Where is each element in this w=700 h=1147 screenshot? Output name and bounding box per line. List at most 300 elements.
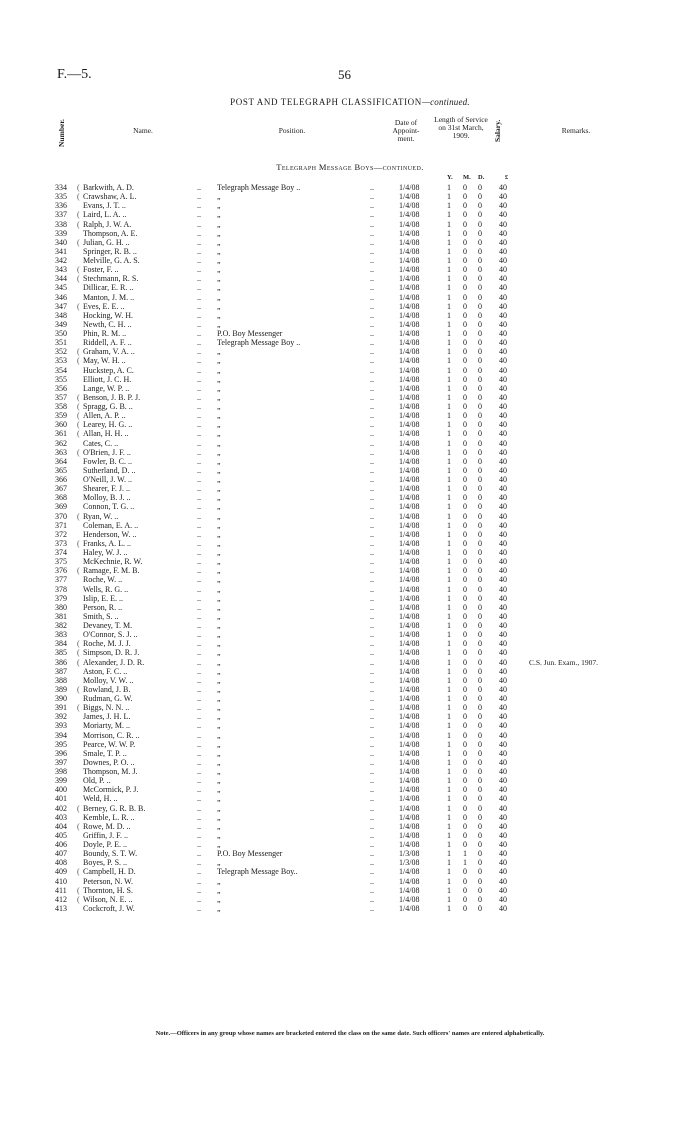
row-name: Phin, R. M. .. xyxy=(83,329,127,338)
row-years: 1 xyxy=(447,748,451,758)
header-salary: Salary. xyxy=(493,119,502,143)
table-row xyxy=(0,366,700,375)
row-years: 1 xyxy=(447,502,451,512)
row-name: Doyle, P. E. .. xyxy=(83,840,127,849)
row-months: 0 xyxy=(463,776,467,786)
leader-dots: .. xyxy=(197,392,201,402)
row-years: 1 xyxy=(447,429,451,439)
row-appointment-date: 1/4/08 xyxy=(399,776,420,786)
row-position: „ xyxy=(217,621,221,630)
table-row xyxy=(0,840,700,849)
row-years: 1 xyxy=(447,903,451,913)
row-days: 0 xyxy=(478,548,482,557)
row-position: „ xyxy=(217,776,221,786)
leader-dots: .. xyxy=(370,301,374,311)
table-row xyxy=(0,585,700,594)
table-row xyxy=(0,794,700,803)
leader-dots: .. xyxy=(370,794,374,804)
leader-dots: .. xyxy=(370,849,374,859)
group-bracket: ( xyxy=(77,210,80,220)
row-position: „ xyxy=(217,538,221,548)
row-number: 402 xyxy=(55,803,67,813)
row-months: 0 xyxy=(463,465,467,475)
row-years: 1 xyxy=(447,675,451,685)
row-appointment-date: 1/4/08 xyxy=(399,584,420,594)
row-days: 0 xyxy=(478,402,482,411)
row-days: 0 xyxy=(478,684,482,694)
row-months: 0 xyxy=(463,529,467,539)
row-salary: 40 xyxy=(499,411,507,421)
row-days: 0 xyxy=(478,584,482,594)
row-days: 0 xyxy=(478,237,482,247)
row-number: 411 xyxy=(55,885,67,895)
row-days: 0 xyxy=(478,411,482,421)
row-months: 0 xyxy=(463,511,467,521)
row-days: 0 xyxy=(478,210,482,220)
row-name: Cockcroft, J. W. xyxy=(83,903,135,913)
row-appointment-date: 1/4/08 xyxy=(399,548,420,557)
row-days: 0 xyxy=(478,903,482,913)
leader-dots: .. xyxy=(197,365,201,375)
row-salary: 40 xyxy=(499,484,507,494)
row-months: 0 xyxy=(463,319,467,329)
leader-dots: .. xyxy=(197,885,201,895)
row-appointment-date: 1/4/08 xyxy=(399,621,420,630)
table-row xyxy=(0,731,700,740)
row-days: 0 xyxy=(478,739,482,749)
leader-dots: .. xyxy=(370,785,374,795)
row-years: 1 xyxy=(447,265,451,275)
row-appointment-date: 1/4/08 xyxy=(399,310,420,320)
classification-table xyxy=(0,183,700,913)
leader-dots: .. xyxy=(370,465,374,475)
row-position: „ xyxy=(217,356,221,366)
row-salary: 40 xyxy=(499,465,507,475)
row-number: 379 xyxy=(55,593,67,603)
leader-dots: .. xyxy=(370,840,374,849)
row-months: 0 xyxy=(463,265,467,275)
row-number: 346 xyxy=(55,292,67,302)
row-years: 1 xyxy=(447,256,451,265)
table-row xyxy=(0,877,700,886)
row-months: 0 xyxy=(463,493,467,503)
row-appointment-date: 1/4/08 xyxy=(399,730,420,740)
row-days: 0 xyxy=(478,666,482,676)
table-row xyxy=(0,621,700,630)
leader-dots: .. xyxy=(370,210,374,220)
leader-dots: .. xyxy=(370,429,374,439)
row-name: Cates, C. .. xyxy=(83,438,119,448)
row-name: Wilson, N. E. .. xyxy=(83,894,133,904)
row-number: 408 xyxy=(55,858,67,868)
row-years: 1 xyxy=(447,621,451,630)
row-number: 343 xyxy=(55,265,67,275)
row-name: O'Brien, J. F. .. xyxy=(83,447,131,457)
row-years: 1 xyxy=(447,730,451,740)
row-appointment-date: 1/4/08 xyxy=(399,794,420,804)
row-name: Molloy, B. J. .. xyxy=(83,493,131,503)
row-days: 0 xyxy=(478,858,482,868)
row-position: „ xyxy=(217,703,221,713)
row-number: 395 xyxy=(55,739,67,749)
row-appointment-date: 1/4/08 xyxy=(399,903,420,913)
row-years: 1 xyxy=(447,529,451,539)
row-days: 0 xyxy=(478,310,482,320)
row-name: Weld, H. .. xyxy=(83,794,118,804)
row-months: 0 xyxy=(463,593,467,603)
row-name: Rudman, G. W. xyxy=(83,694,133,703)
row-name: Benson, J. B. P. J. xyxy=(83,392,141,402)
group-bracket: ( xyxy=(77,703,80,713)
row-number: 412 xyxy=(55,894,67,904)
header-length-service: Length of Service on 31st March, 1909. xyxy=(434,115,488,140)
leader-dots: .. xyxy=(197,438,201,448)
row-position: „ xyxy=(217,648,221,658)
row-number: 386 xyxy=(55,657,67,667)
row-name: Allen, A. P. .. xyxy=(83,411,126,421)
row-years: 1 xyxy=(447,548,451,557)
leader-dots: .. xyxy=(370,721,374,731)
row-salary: 40 xyxy=(499,301,507,311)
row-months: 0 xyxy=(463,201,467,211)
row-number: 357 xyxy=(55,392,67,402)
row-name: Ramage, F. M. B. xyxy=(83,566,140,576)
header-number: Number. xyxy=(57,119,66,147)
table-row xyxy=(0,776,700,785)
leader-dots: .. xyxy=(370,246,374,256)
row-months: 0 xyxy=(463,730,467,740)
group-bracket: ( xyxy=(77,648,80,658)
leader-dots: .. xyxy=(370,219,374,229)
leader-dots: .. xyxy=(197,210,201,220)
row-position: „ xyxy=(217,411,221,421)
row-number: 398 xyxy=(55,767,67,776)
row-salary: 40 xyxy=(499,201,507,211)
row-days: 0 xyxy=(478,392,482,402)
row-days: 0 xyxy=(478,383,482,393)
row-appointment-date: 1/4/08 xyxy=(399,475,420,484)
leader-dots: .. xyxy=(197,602,201,612)
leader-dots: .. xyxy=(370,621,374,630)
row-position: „ xyxy=(217,429,221,439)
row-salary: 40 xyxy=(499,566,507,576)
header-date-appointment: Date of Appoint- ment. xyxy=(392,118,420,143)
leader-dots: .. xyxy=(197,292,201,302)
row-days: 0 xyxy=(478,484,482,494)
row-position: „ xyxy=(217,301,221,311)
row-months: 0 xyxy=(463,748,467,758)
row-number: 361 xyxy=(55,429,67,439)
row-years: 1 xyxy=(447,310,451,320)
leader-dots: .. xyxy=(370,630,374,640)
row-number: 355 xyxy=(55,374,67,384)
row-position: „ xyxy=(217,529,221,539)
row-years: 1 xyxy=(447,876,451,886)
page-title xyxy=(0,97,700,107)
leader-dots: .. xyxy=(370,666,374,676)
row-name: Hocking, W. H. xyxy=(83,310,133,320)
row-years: 1 xyxy=(447,511,451,521)
row-years: 1 xyxy=(447,493,451,503)
row-number: 385 xyxy=(55,648,67,658)
row-months: 0 xyxy=(463,867,467,877)
leader-dots: .. xyxy=(370,411,374,421)
row-position: „ xyxy=(217,228,221,238)
row-salary: 40 xyxy=(499,885,507,895)
leader-dots: .. xyxy=(197,639,201,649)
row-salary: 40 xyxy=(499,447,507,457)
row-name: Springer, R. B. .. xyxy=(83,246,137,256)
leader-dots: .. xyxy=(370,319,374,329)
row-appointment-date: 1/4/08 xyxy=(399,465,420,475)
row-name: Riddell, A. F. .. xyxy=(83,338,132,348)
row-years: 1 xyxy=(447,392,451,402)
row-months: 0 xyxy=(463,365,467,375)
leader-dots: .. xyxy=(197,465,201,475)
leader-dots: .. xyxy=(197,383,201,393)
row-name: Islip, E. E. .. xyxy=(83,593,123,603)
row-months: 0 xyxy=(463,794,467,804)
row-name: Roche, W. .. xyxy=(83,575,123,585)
row-name: Berney, G. R. B. B. xyxy=(83,803,146,813)
row-months: 0 xyxy=(463,383,467,393)
row-salary: 40 xyxy=(499,666,507,676)
row-name: May, W. H. .. xyxy=(83,356,126,366)
row-salary: 40 xyxy=(499,621,507,630)
leader-dots: .. xyxy=(197,684,201,694)
row-years: 1 xyxy=(447,593,451,603)
leader-dots: .. xyxy=(197,283,201,293)
row-position: „ xyxy=(217,885,221,895)
row-years: 1 xyxy=(447,757,451,767)
row-name: Coleman, E. A. .. xyxy=(83,520,139,530)
table-row xyxy=(0,594,700,603)
row-salary: 40 xyxy=(499,830,507,840)
row-number: 389 xyxy=(55,684,67,694)
group-bracket: ( xyxy=(77,237,80,247)
table-row xyxy=(0,238,700,247)
row-days: 0 xyxy=(478,274,482,284)
row-appointment-date: 1/4/08 xyxy=(399,566,420,576)
leader-dots: .. xyxy=(370,447,374,457)
row-months: 1 xyxy=(463,858,467,868)
group-bracket: ( xyxy=(77,301,80,311)
leader-dots: .. xyxy=(370,602,374,612)
leader-dots: .. xyxy=(197,374,201,384)
row-position: „ xyxy=(217,347,221,357)
leader-dots: .. xyxy=(197,675,201,685)
row-days: 0 xyxy=(478,493,482,503)
leader-dots: .. xyxy=(197,858,201,868)
row-months: 0 xyxy=(463,703,467,713)
group-bracket: ( xyxy=(77,657,80,667)
row-appointment-date: 1/4/08 xyxy=(399,356,420,366)
row-name: Griffin, J. F. .. xyxy=(83,830,128,840)
row-days: 0 xyxy=(478,557,482,567)
table-row xyxy=(0,192,700,201)
row-days: 0 xyxy=(478,712,482,722)
table-row xyxy=(0,229,700,238)
leader-dots: .. xyxy=(370,192,374,202)
table-row xyxy=(0,493,700,502)
row-position: „ xyxy=(217,402,221,411)
row-name: Barkwith, A. D. xyxy=(83,183,134,192)
table-row xyxy=(0,813,700,822)
row-years: 1 xyxy=(447,785,451,795)
table-row xyxy=(0,183,700,192)
row-number: 336 xyxy=(55,201,67,211)
group-bracket: ( xyxy=(77,447,80,457)
row-salary: 40 xyxy=(499,374,507,384)
row-days: 0 xyxy=(478,885,482,895)
row-name: Thornton, H. S. xyxy=(83,885,133,895)
row-number: 334 xyxy=(55,183,67,192)
row-years: 1 xyxy=(447,438,451,448)
row-years: 1 xyxy=(447,365,451,375)
leader-dots: .. xyxy=(370,821,374,831)
header-name: Name. xyxy=(133,126,153,135)
group-bracket: ( xyxy=(77,538,80,548)
leader-dots: .. xyxy=(197,356,201,366)
leader-dots: .. xyxy=(197,803,201,813)
group-bracket: ( xyxy=(77,511,80,521)
row-position: „ xyxy=(217,712,221,722)
footnote: Note.—Officers in any group whose names are bracketed entered the class on the same date. Such officers' names are entered alphabetically. xyxy=(155,1030,545,1037)
row-years: 1 xyxy=(447,274,451,284)
row-salary: 40 xyxy=(499,575,507,585)
row-appointment-date: 1/4/08 xyxy=(399,648,420,658)
leader-dots: .. xyxy=(197,566,201,576)
leader-dots: .. xyxy=(197,694,201,703)
row-name: Sutherland, D. .. xyxy=(83,465,136,475)
row-months: 0 xyxy=(463,475,467,484)
row-name: Henderson, W. .. xyxy=(83,529,137,539)
table-row xyxy=(0,283,700,292)
table-row xyxy=(0,557,700,566)
row-days: 0 xyxy=(478,639,482,649)
row-number: 335 xyxy=(55,192,67,202)
table-row xyxy=(0,740,700,749)
row-name: Person, R. .. xyxy=(83,602,123,612)
row-years: 1 xyxy=(447,356,451,366)
row-appointment-date: 1/4/08 xyxy=(399,611,420,621)
row-position: „ xyxy=(217,511,221,521)
table-row xyxy=(0,402,700,411)
row-position: „ xyxy=(217,840,221,849)
row-number: 380 xyxy=(55,602,67,612)
row-appointment-date: 1/4/08 xyxy=(399,438,420,448)
row-years: 1 xyxy=(447,894,451,904)
row-months: 0 xyxy=(463,767,467,776)
leader-dots: .. xyxy=(197,840,201,849)
table-row xyxy=(0,858,700,867)
group-bracket: ( xyxy=(77,885,80,895)
row-position: „ xyxy=(217,310,221,320)
group-bracket: ( xyxy=(77,894,80,904)
row-number: 391 xyxy=(55,703,67,713)
row-days: 0 xyxy=(478,438,482,448)
table-row xyxy=(0,457,700,466)
row-months: 0 xyxy=(463,484,467,494)
table-row xyxy=(0,575,700,584)
table-row xyxy=(0,466,700,475)
row-years: 1 xyxy=(447,858,451,868)
row-number: 370 xyxy=(55,511,67,521)
row-months: 0 xyxy=(463,630,467,640)
leader-dots: .. xyxy=(370,183,374,192)
leader-dots: .. xyxy=(197,876,201,886)
row-months: 0 xyxy=(463,712,467,722)
row-number: 373 xyxy=(55,538,67,548)
row-days: 0 xyxy=(478,338,482,348)
row-salary: 40 xyxy=(499,639,507,649)
row-days: 0 xyxy=(478,648,482,658)
table-row xyxy=(0,375,700,384)
row-days: 0 xyxy=(478,246,482,256)
row-position: „ xyxy=(217,666,221,676)
leader-dots: .. xyxy=(370,903,374,913)
leader-dots: .. xyxy=(197,228,201,238)
row-days: 0 xyxy=(478,840,482,849)
row-name: Haley, W. J. .. xyxy=(83,548,128,557)
row-months: 0 xyxy=(463,210,467,220)
row-number: 393 xyxy=(55,721,67,731)
leader-dots: .. xyxy=(370,438,374,448)
table-row xyxy=(0,603,700,612)
leader-dots: .. xyxy=(370,757,374,767)
row-name: Downes, P. O. .. xyxy=(83,757,135,767)
row-salary: 40 xyxy=(499,630,507,640)
row-salary: 40 xyxy=(499,192,507,202)
row-number: 339 xyxy=(55,228,67,238)
row-days: 0 xyxy=(478,812,482,822)
row-name: Boundy, S. T. W. xyxy=(83,849,138,859)
row-appointment-date: 1/4/08 xyxy=(399,757,420,767)
table-row xyxy=(0,630,700,639)
row-salary: 40 xyxy=(499,538,507,548)
leader-dots: .. xyxy=(370,803,374,813)
row-salary: 40 xyxy=(499,319,507,329)
group-bracket: ( xyxy=(77,274,80,284)
row-name: Newth, C. H. .. xyxy=(83,319,132,329)
leader-dots: .. xyxy=(370,420,374,430)
leader-dots: .. xyxy=(370,283,374,293)
row-salary: 40 xyxy=(499,529,507,539)
row-position: Telegraph Message Boy.. xyxy=(217,867,298,877)
row-days: 0 xyxy=(478,675,482,685)
table-row xyxy=(0,293,700,302)
row-months: 0 xyxy=(463,402,467,411)
row-name: Alexander, J. D. R. xyxy=(83,657,145,667)
title-main: POST AND TELEGRAPH CLASSIFICATION xyxy=(230,97,422,107)
row-months: 0 xyxy=(463,502,467,512)
row-position: „ xyxy=(217,548,221,557)
row-salary: 40 xyxy=(499,703,507,713)
row-salary: 40 xyxy=(499,803,507,813)
row-months: 0 xyxy=(463,374,467,384)
row-days: 0 xyxy=(478,447,482,457)
row-appointment-date: 1/4/08 xyxy=(399,666,420,676)
row-salary: 40 xyxy=(499,694,507,703)
row-appointment-date: 1/4/08 xyxy=(399,456,420,466)
row-months: 0 xyxy=(463,739,467,749)
leader-dots: .. xyxy=(197,739,201,749)
row-salary: 40 xyxy=(499,730,507,740)
row-years: 1 xyxy=(447,584,451,594)
leader-dots: .. xyxy=(197,894,201,904)
leader-dots: .. xyxy=(197,721,201,731)
table-row xyxy=(0,822,700,831)
